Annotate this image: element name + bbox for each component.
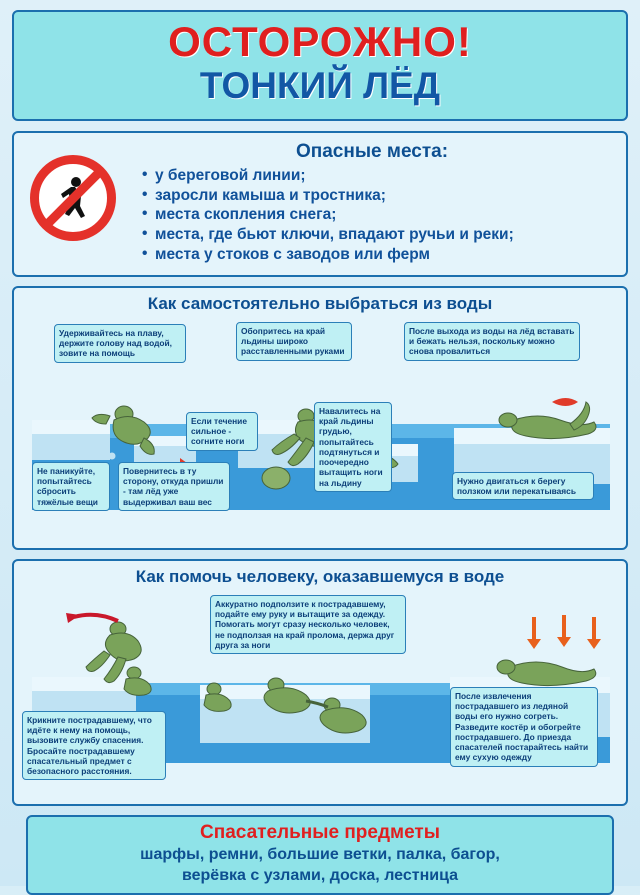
rescue-items-block	[26, 815, 614, 895]
danger-item: • у береговой линии;	[142, 166, 616, 186]
callout-shout-and-call-rescue: Крикните пострадавшему, что идёте к нему на помощь, вызовите службу спасения. Бросайте пострадавшему спасательный предмет с безопасного расстояния.	[22, 711, 166, 781]
callout-stay-afloat: Удерживайтесь на плаву, держите голову над водой, зовите на помощь	[54, 324, 186, 363]
poster-title-block	[12, 10, 628, 121]
callout-crawl-and-pull: Аккуратно подползите к пострадавшему, подайте ему руку и вытащите за одежду. Помогать могут сразу несколько человек, не подползая на край пролома, держа друг друга за ноги	[210, 595, 406, 654]
help-other-title: Как помочь человеку, оказавшемуся в воде	[135, 566, 505, 586]
danger-item: • места скопления снега;	[142, 205, 616, 225]
title-line-2: ТОНКИЙ ЛЁД	[199, 65, 441, 107]
callout-do-not-stand-up: После выхода из воды на лёд вставать и бежать нельзя, поскольку можно снова провалиться	[404, 322, 580, 361]
callout-crawl-to-shore: Нужно двигаться к берегу ползком или перекатываясь	[452, 472, 594, 501]
danger-heading: Опасные места:	[295, 140, 449, 162]
danger-list	[128, 166, 616, 265]
callout-warm-victim: После извлечения пострадавшего из ледяной воды его нужно согреть. Разведите костёр и обогрейте пострадавшего. До приезда спасателей постарайтесь найти ему сухую одежду	[450, 687, 598, 767]
help-other-section	[12, 559, 628, 806]
self-rescue-illustration	[14, 316, 626, 548]
self-rescue-section	[12, 286, 628, 550]
rescue-items-line-1: шарфы, ремни, большие ветки, палка, багор,	[140, 845, 500, 863]
help-other-illustration	[14, 589, 626, 804]
danger-item: • места у стоков с заводов или ферм	[142, 245, 616, 265]
no-pedestrians-icon	[30, 155, 116, 241]
danger-item: • места, где бьют ключи, впадают ручьи и реки;	[142, 225, 616, 245]
rescue-items-title: Спасательные предметы	[200, 821, 440, 843]
callout-strong-current: Если течение сильное - согните ноги	[186, 412, 258, 451]
callout-turn-back: Повернитесь в ту сторону, откуда пришли - там лёд уже выдерживал ваш вес	[118, 462, 230, 511]
callout-lean-on-edge: Обопритесь на край льдины широко расставленными руками	[236, 322, 352, 361]
title-line-1: ОСТОРОЖНО!	[168, 18, 472, 65]
rescue-items-line-2: верёвка с узлами, доска, лестница	[182, 866, 458, 884]
danger-item: • заросли камыша и тростника;	[142, 186, 616, 206]
self-rescue-title: Как самостоятельно выбраться из воды	[147, 293, 493, 313]
callout-pull-legs-out: Навалитесь на край льдины грудью, попытайтесь подтянуться и поочередно вытащить ноги на льдину	[314, 402, 392, 492]
callout-drop-heavy-items: Не паникуйте, попытайтесь сбросить тяжёлые вещи	[32, 462, 110, 511]
danger-places-section	[12, 131, 628, 277]
